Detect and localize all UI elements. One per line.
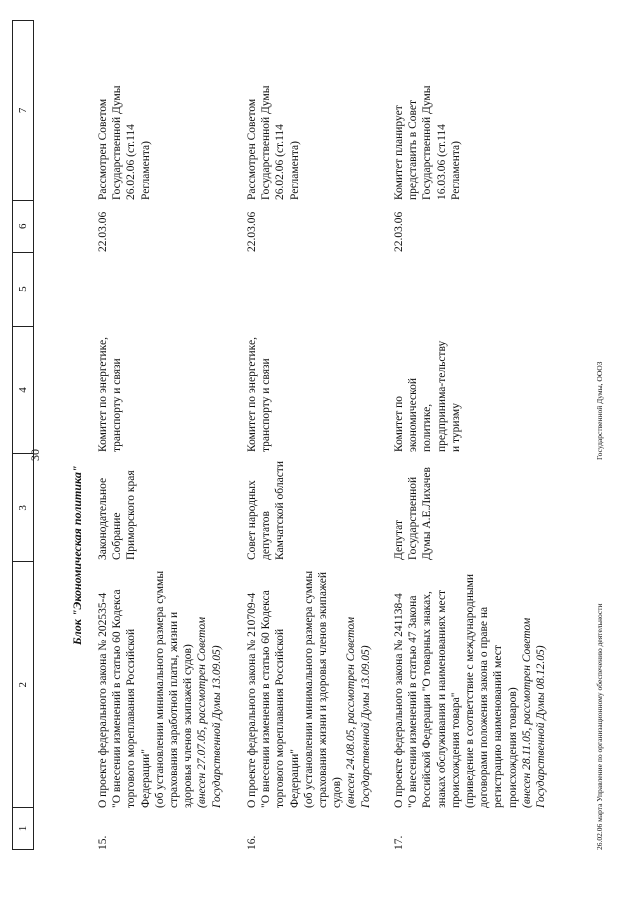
responsible-committee: Комитет по экономической политике, предпринима-тельству и туризму — [393, 340, 462, 452]
bill-name: "О внесении изменения в статью 60 Кодекса торгового мореплавания Российской Федерации" — [260, 590, 301, 808]
bill-name: "О внесении изменений в статью 60 Кодекса торгового мореплавания Российской Федерации" — [111, 589, 152, 808]
column-header: 6 — [13, 200, 33, 252]
bill-description — [392, 570, 548, 808]
responsible-committee: Комитет по энергетике, транспорту и связи — [246, 337, 273, 452]
bill-status: (внесен 28.11.05, рассмотрен Советом Государственной Думы 08.12.05) — [520, 617, 548, 808]
column-header: 7 — [13, 20, 33, 200]
column-number-header — [12, 20, 34, 850]
review-result: Рассмотрен Советом Государственной Думы 26.02.06 (ст.114 Регламента) — [97, 85, 152, 200]
block-title: Блок "Экономическая политика" — [70, 465, 84, 645]
column-header: 1 — [13, 807, 33, 849]
bill-status: (внесен 24.08.05, рассмотрен Советом Государственной Думы 13.09.05) — [345, 616, 372, 808]
row-number: 16. — [246, 835, 258, 850]
review-date: 22.03.06 — [246, 211, 258, 252]
page-number: 30 — [28, 449, 42, 461]
bill-title: О проекте федерального закона № 202535-4 — [97, 592, 109, 808]
bill-note: (об установлении минимального размера суммы страхования заработной платы, жизни и здоровья членов экипажей судов) — [153, 570, 195, 808]
review-result: Комитет планирует представить в Совет Государственной Думы 16.03.06 (ст.114 Регламента) — [393, 85, 462, 200]
column-header: 5 — [13, 252, 33, 326]
review-date: 22.03.06 — [97, 211, 109, 252]
bill-author: Совет народных депутатов Камчатской области — [246, 461, 287, 560]
bill-title: О проекте федерального закона № 210709-4 — [246, 592, 258, 808]
column-header: 4 — [13, 326, 33, 454]
bill-author: Законодательное Собрание Приморского края — [97, 470, 138, 560]
bill-note: (об установлении минимального размера суммы страхования жизни и здоровья членов экипажей судов) — [302, 570, 344, 808]
column-header: 3 — [13, 453, 33, 561]
bill-name: "О внесении изменений в статью 47 Закона Российской Федерации "О товарных знаках, знаках обслуживания и наименованиях мест происхождения товара" — [407, 589, 462, 808]
column-header: 2 — [13, 561, 33, 807]
bill-status: (внесен 27.07.05, рассмотрен Советом Государственной Думы 13.09.05) — [196, 616, 223, 808]
bill-title: О проекте федерального закона № 241138-4 — [393, 593, 405, 808]
review-date: 22.03.06 — [393, 211, 405, 252]
bill-description — [96, 570, 224, 808]
bill-author: Депутат Государственной Думы А.Е.Лихачев — [393, 467, 434, 560]
footer-left: 26.02.06 марта Управление по организационному обеспечению деятельности — [595, 603, 604, 850]
row-number: 15. — [97, 835, 109, 850]
review-result: Рассмотрен Советом Государственной Думы 26.02.06 (ст.114 Регламента) — [246, 85, 301, 200]
bill-note: (приведение в соответствие с международными договорами положения закона о праве на регистрацию наименований мест происхождения товаров) — [464, 573, 519, 808]
row-number: 17. — [393, 835, 405, 850]
footer-right: Государственной Думы, ООО3 — [595, 361, 604, 460]
responsible-committee: Комитет по энергетике, транспорту и связи — [97, 337, 124, 452]
bill-description — [245, 570, 373, 808]
